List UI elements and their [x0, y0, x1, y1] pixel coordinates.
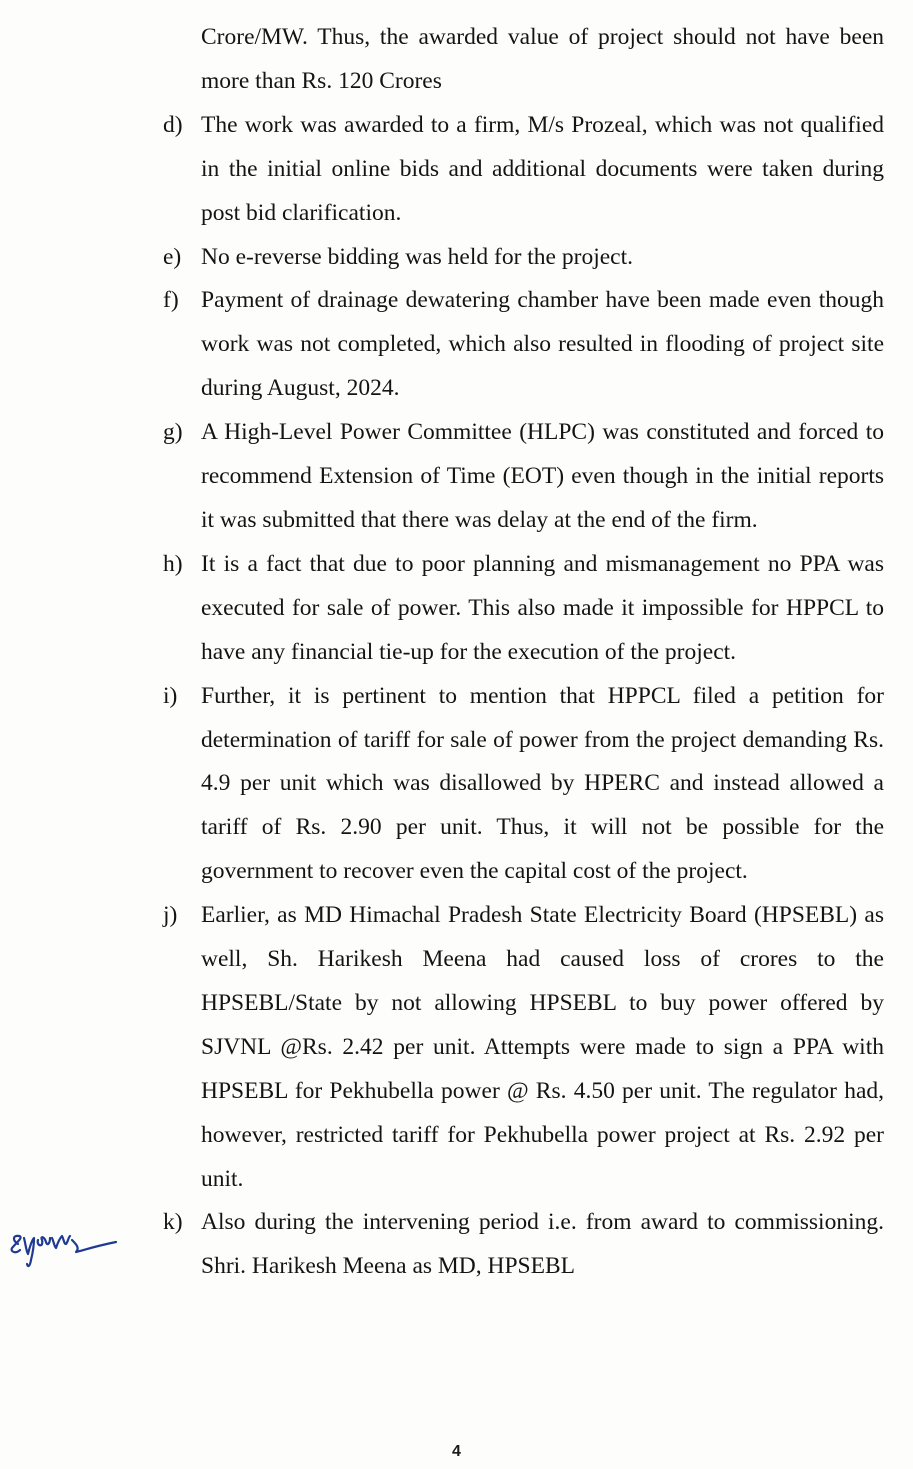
handwritten-signature	[4, 1210, 122, 1280]
list-item-f	[163, 279, 884, 411]
list-item-h	[163, 543, 884, 675]
list-item-i	[163, 675, 884, 895]
list-marker: d)	[163, 111, 183, 138]
list-item-text: Earlier, as MD Himachal Pradesh State Electricity Board (HPSEBL) as well, Sh. Harikesh Meena had caused loss of crores to the HPSEBL/State by not allowing HPSEBL to buy power offered by SJVNL @Rs. 2.42 per unit. Attempts were made to sign a PPA with HPSEBL for Pekhubella power @ Rs. 4.50 per unit. The regulator had, however, restricted tariff for Pekhubella power project at Rs. 2.92 per unit.	[201, 902, 884, 1192]
continuation-paragraph	[163, 16, 884, 104]
list-marker: e)	[163, 243, 182, 270]
document-body	[163, 16, 884, 1289]
list-marker: i)	[163, 682, 178, 709]
list-item-text: Payment of drainage dewatering chamber have been made even though work was not completed, which also resulted in flooding of project site during August, 2024.	[201, 287, 884, 402]
list-item-text: Also during the intervening period i.e. from award to commissioning. Shri. Harikesh Meena as MD, HPSEBL	[201, 1209, 884, 1280]
list-marker: g)	[163, 419, 183, 446]
list-item-e	[163, 236, 884, 280]
list-item-text: The work was awarded to a firm, M/s Prozeal, which was not qualified in the initial online bids and additional documents were taken during post bid clarification.	[201, 111, 884, 226]
list-item-k	[163, 1201, 884, 1289]
continuation-text: Crore/MW. Thus, the awarded value of project should not have been more than Rs. 120 Crores	[201, 24, 884, 94]
list-item-j	[163, 894, 884, 1201]
page-number: 4	[452, 1443, 461, 1460]
list-item-text: It is a fact that due to poor planning and mismanagement no PPA was executed for sale of power. This also made it impossible for HPPCL to have any financial tie-up for the execution of the project.	[201, 550, 884, 665]
list-marker: h)	[163, 550, 183, 577]
list-item-g	[163, 411, 884, 543]
list-marker: j)	[163, 902, 178, 929]
list-item-d	[163, 104, 884, 236]
list-item-text: No e-reverse bidding was held for the project.	[201, 243, 633, 270]
list-item-text: A High-Level Power Committee (HLPC) was constituted and forced to recommend Extension of Time (EOT) even though in the initial reports it was submitted that there was delay at the end of the firm.	[201, 419, 884, 533]
list-marker: f)	[163, 287, 179, 314]
list-marker: k)	[163, 1209, 183, 1236]
list-item-text: Further, it is pertinent to mention that HPPCL filed a petition for determination of tariff for sale of power from the project demanding Rs. 4.9 per unit which was disallowed by HPERC and instead allowed a tariff of Rs. 2.90 per unit. Thus, it will not be possible for the government to recover even the capital cost of the project.	[201, 682, 884, 885]
